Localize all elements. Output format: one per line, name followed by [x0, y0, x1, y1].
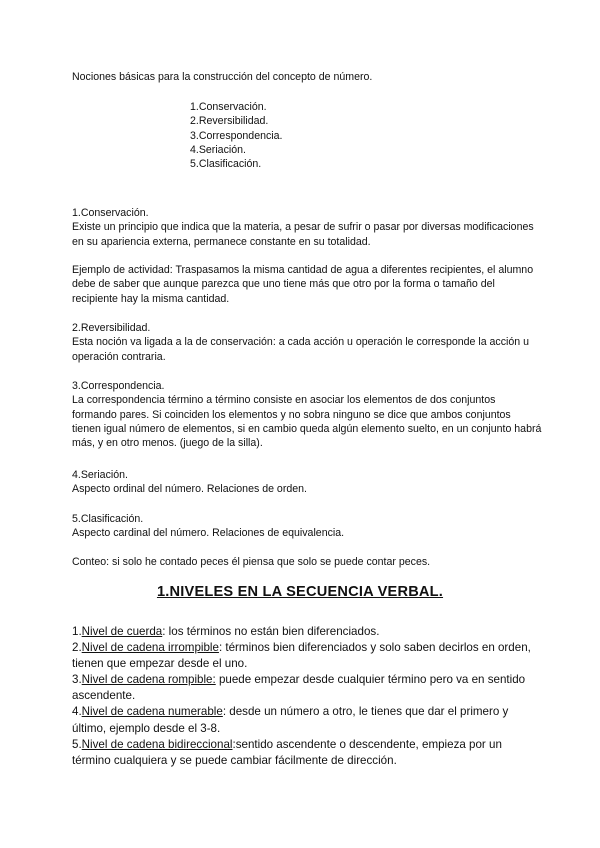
conteo-text: [72, 555, 542, 569]
section-heading: 1.NIVELES EN LA SECUENCIA VERBAL.: [156, 584, 444, 600]
topic-item: 1.Conservación.: [190, 101, 267, 113]
topic-list: [190, 100, 282, 171]
section-text: La correspondencia término a término consiste en asociar los elementos de dos conjuntos formando pares. Si coinciden los elementos y no sobra ninguno se dice que ambos conjuntos tienen igual número de elementos, si en cambio queda algún elemento suelto, en un conjunto habrá más, y en otro menos. (juego de la silla).: [72, 394, 542, 450]
level-description: puede empezar desde cualquier término pero va en sentido ascendente.: [72, 673, 526, 703]
level-term: Nivel de cuerda: [81, 625, 163, 638]
level-description: : los términos no están bien diferenciados.: [162, 625, 380, 638]
level-item: [72, 640, 542, 672]
level-item: [72, 672, 542, 704]
section-example: [72, 263, 542, 306]
level-description: : desde un número a otro, le tienes que dar el primero y último, ejemplo desde el 3-8.: [72, 705, 509, 735]
intro-text: Nociones básicas para la construcción del concepto de número.: [72, 71, 373, 83]
conteo-paragraph: Conteo: si solo he contado peces él piensa que solo se puede contar peces.: [72, 556, 431, 568]
section-title: 5.Clasificación.: [72, 513, 144, 525]
level-number: 1.: [72, 625, 82, 638]
level-term: Nivel de cadena rompible:: [81, 673, 216, 687]
level-number: 3.: [72, 673, 82, 687]
section-text: Aspecto ordinal del número. Relaciones de orden.: [72, 483, 307, 496]
level-item: [72, 737, 542, 769]
section-seriacion: [72, 468, 542, 497]
topic-item: 4.Seriación.: [190, 143, 246, 156]
level-description: : términos bien diferenciados y solo saben decirlos en orden, tienen que empezar desde el uno.: [72, 641, 531, 671]
section-text: Esta noción va ligada a la de conservación: a cada acción u operación le corresponde la acción u operación contraria.: [72, 336, 530, 363]
topic-item: 5.Clasificación.: [190, 158, 262, 171]
level-number: 4.: [72, 705, 82, 719]
level-number: 2.: [72, 641, 82, 655]
level-description: :sentido ascendente o descendente, empieza por un término cualquiera y se puede cambiar fácilmente de dirección.: [72, 737, 502, 767]
level-term: Nivel de cadena irrompible: [81, 641, 219, 655]
level-number: 5.: [72, 737, 82, 751]
level-term: Nivel de cadena bidireccional: [81, 737, 233, 751]
section-text: Existe un principio que indica que la materia, a pesar de sufrir o pasar por diversas modificaciones en su apariencia externa, permanece constante en su totalidad.: [72, 221, 534, 248]
level-item: [72, 624, 542, 640]
section-clasificacion: [72, 512, 542, 541]
section-title: 2.Reversibilidad.: [72, 322, 151, 334]
topic-item: 2.Reversibilidad.: [190, 115, 269, 128]
level-item: [72, 704, 542, 736]
section-title: 1.Conservación.: [72, 207, 149, 219]
section-title: 3.Correspondencia.: [72, 380, 165, 392]
level-term: Nivel de cadena numerable: [81, 705, 223, 719]
example-text: Ejemplo de actividad: Traspasamos la misma cantidad de agua a diferentes recipientes, el alumno debe de saber que aunque parezca que uno tiene más que otro por la forma o tamaño del recipiente hay la misma cantidad.: [72, 264, 534, 305]
section-conservacion: [72, 206, 542, 249]
levels-list: [72, 624, 542, 769]
topic-item: 3.Correspondencia.: [190, 129, 283, 142]
section-reversibilidad: [72, 321, 542, 364]
section-title: 4.Seriación.: [72, 469, 128, 481]
section-correspondencia: [72, 379, 542, 450]
section-text: Aspecto cardinal del número. Relaciones de equivalencia.: [72, 527, 345, 540]
